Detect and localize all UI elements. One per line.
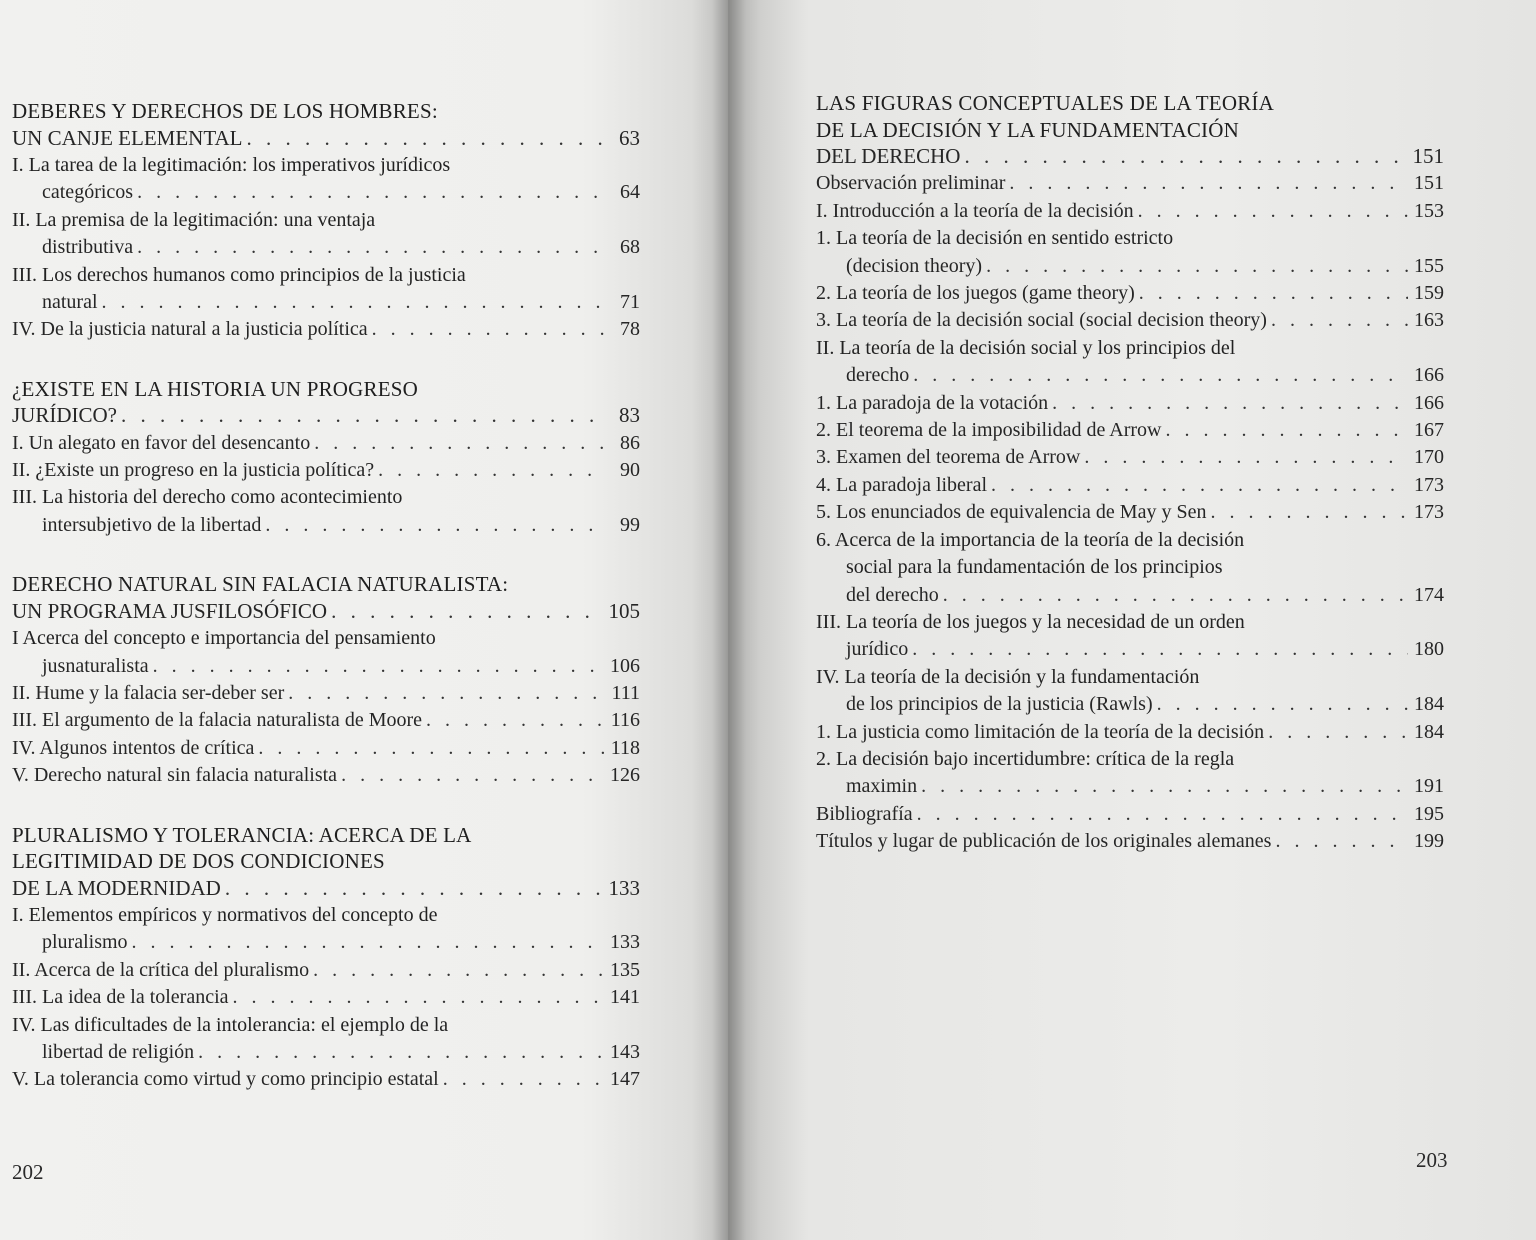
page-ref: 167	[1414, 419, 1444, 442]
toc-entry-row-text: maximin	[846, 775, 918, 798]
toc-entry	[12, 207, 640, 262]
page-ref: 174	[1414, 583, 1444, 606]
toc-section	[12, 98, 640, 344]
toc-entry-row	[816, 253, 1444, 280]
toc-entry-row-text: jurídico	[846, 638, 909, 661]
left-page-number: 202	[12, 1160, 44, 1184]
toc-entry	[816, 307, 1444, 334]
toc-entry-row-text: 2. El teorema de la imposibilidad de Arrow	[816, 419, 1162, 442]
toc-entry	[12, 984, 640, 1011]
toc-entry-line: 2. La decisión bajo incertidumbre: crítica de la regla	[816, 747, 1235, 770]
dot-leader	[121, 402, 604, 429]
page-ref: 133	[610, 931, 640, 954]
toc-entry-row-text: IV. Algunos intentos de crítica	[12, 736, 255, 759]
toc-entry	[12, 680, 640, 707]
toc-entry	[816, 664, 1444, 719]
dot-leader	[912, 636, 1408, 663]
toc-section	[816, 90, 1444, 856]
page-ref: 126	[610, 764, 640, 787]
toc-entry-row	[12, 929, 640, 956]
toc-entry-row	[12, 762, 640, 789]
toc-entry-row-text: categóricos	[42, 181, 134, 204]
page-ref: 173	[1414, 501, 1444, 524]
toc-section	[12, 571, 640, 789]
page-ref: 151	[1412, 144, 1444, 168]
section-title-text: UN CANJE ELEMENTAL	[12, 125, 243, 150]
toc-entry	[816, 746, 1444, 801]
section-title	[12, 598, 640, 625]
toc-entry-row	[816, 390, 1444, 417]
toc-entry-row-text: Títulos y lugar de publicación de los originales alemanes	[816, 830, 1272, 853]
toc-entry-line: 1. La teoría de la decisión en sentido estricto	[816, 227, 1174, 250]
right-page	[728, 0, 1536, 1240]
toc-entry	[816, 390, 1444, 417]
dot-leader	[443, 1066, 604, 1093]
toc-entry	[12, 430, 640, 457]
toc-entry-row-text: 5. Los enunciados de equivalencia de May y Sen	[816, 501, 1207, 524]
dot-leader	[265, 512, 604, 539]
toc-entry	[12, 152, 640, 207]
toc-entry-row	[816, 198, 1444, 225]
dot-leader	[233, 984, 604, 1011]
toc-entry	[12, 316, 640, 343]
toc-entry-row	[12, 316, 640, 343]
toc-entry-row	[12, 1039, 640, 1066]
toc-entry	[816, 719, 1444, 746]
toc-entry-row-text: intersubjetivo de la libertad	[42, 513, 262, 536]
page-ref: 78	[620, 318, 640, 341]
page-ref: 106	[610, 654, 640, 677]
toc-entry-row	[816, 417, 1444, 444]
toc-entry-row-text: de los principios de la justicia (Rawls)	[846, 693, 1153, 716]
toc-entry-row-text: II. Acerca de la crítica del pluralismo	[12, 958, 310, 981]
section-title-text: DE LA MODERNIDAD	[12, 875, 221, 900]
toc-entry-row-text: 3. La teoría de la decisión social (social decision theory)	[816, 309, 1267, 332]
page-ref: 147	[610, 1068, 640, 1091]
toc-entry-row	[12, 179, 640, 206]
toc-entry-row	[816, 472, 1444, 499]
toc-entry-row	[12, 653, 640, 680]
section-title-line: DEBERES Y DERECHOS DE LOS HOMBRES:	[12, 99, 438, 123]
dot-leader	[1157, 691, 1408, 718]
page-ref: 141	[610, 986, 640, 1009]
toc-entry-row	[12, 735, 640, 762]
toc-section	[12, 822, 640, 1094]
toc-entry-row	[816, 170, 1444, 197]
dot-leader	[314, 430, 604, 457]
dot-leader	[225, 875, 604, 902]
toc-entry-row-text: distributiva	[42, 236, 134, 259]
toc-entry-row-text: libertad de religión	[42, 1041, 195, 1064]
dot-leader	[943, 582, 1408, 609]
toc-entry-row	[816, 582, 1444, 609]
toc-entry	[816, 280, 1444, 307]
dot-leader	[153, 653, 604, 680]
toc-entry-line: II. La teoría de la decisión social y los principios del	[816, 336, 1236, 359]
dot-leader	[198, 1039, 604, 1066]
dot-leader	[1084, 444, 1408, 471]
page-ref: 143	[610, 1041, 640, 1064]
toc-entry	[12, 957, 640, 984]
page-ref: 184	[1414, 720, 1444, 743]
page-ref: 118	[610, 736, 640, 759]
page-ref: 68	[620, 236, 640, 259]
page-ref: 166	[1414, 391, 1444, 414]
dot-leader	[1165, 417, 1408, 444]
toc-entry-line: I. La tarea de la legitimación: los imperativos jurídicos	[12, 153, 451, 176]
right-toc-column	[816, 90, 1444, 888]
page-ref: 83	[619, 403, 640, 428]
toc-entry-row-text: V. Derecho natural sin falacia naturalista	[12, 764, 338, 787]
toc-entry-row	[816, 280, 1444, 307]
toc-entry	[816, 499, 1444, 526]
toc-entry-row	[12, 234, 640, 261]
toc-entry	[12, 1012, 640, 1067]
toc-entry-line: I. Elementos empíricos y normativos del concepto de	[12, 904, 438, 927]
page-ref: 64	[620, 181, 640, 204]
toc-entry-row-text: III. El argumento de la falacia naturalista de Moore	[12, 709, 423, 732]
toc-entry	[816, 170, 1444, 197]
dot-leader	[288, 680, 604, 707]
page-ref: 199	[1414, 830, 1444, 853]
dot-leader	[1275, 828, 1408, 855]
dot-leader	[137, 179, 604, 206]
dot-leader	[964, 143, 1408, 170]
section-title-text: UN PROGRAMA JUSFILOSÓFICO	[12, 598, 328, 623]
toc-entry-line: II. La premisa de la legitimación: una ventaja	[12, 208, 376, 231]
page-ref: 191	[1414, 775, 1444, 798]
dot-leader	[331, 598, 604, 625]
toc-entry-row-text: IV. De la justicia natural a la justicia política	[12, 318, 368, 341]
toc-entry	[12, 1066, 640, 1093]
page-ref: 151	[1414, 172, 1444, 195]
section-title-text: DEL DERECHO	[816, 144, 961, 168]
toc-entry-line: social para la fundamentación de los principios	[846, 556, 1223, 579]
left-toc-column	[12, 98, 640, 1126]
toc-entry-row-text: 1. La paradoja de la votación	[816, 391, 1049, 414]
toc-entry-row	[816, 691, 1444, 718]
toc-entry-row	[816, 636, 1444, 663]
toc-entry-row-text: del derecho	[846, 583, 939, 606]
section-title-line: DE LA DECISIÓN Y LA FUNDAMENTACIÓN	[816, 117, 1239, 142]
dot-leader	[986, 253, 1408, 280]
toc-entry	[816, 444, 1444, 471]
toc-entry-row	[12, 512, 640, 539]
dot-leader	[313, 957, 604, 984]
toc-entry-row	[816, 444, 1444, 471]
dot-leader	[372, 316, 604, 343]
dot-leader	[921, 773, 1408, 800]
toc-entry-row	[12, 289, 640, 316]
toc-entry	[12, 457, 640, 484]
page-ref: 90	[620, 459, 640, 482]
toc-entry-row-text: 4. La paradoja liberal	[816, 473, 988, 496]
dot-leader	[246, 125, 604, 152]
book-gutter-shadow	[712, 0, 746, 1240]
toc-entry-row-text: II. ¿Existe un progreso en la justicia política?	[12, 459, 375, 482]
toc-entry	[816, 198, 1444, 225]
toc-entry-row	[12, 1066, 640, 1093]
page-ref: 159	[1414, 282, 1444, 305]
section-title-line: DERECHO NATURAL SIN FALACIA NATURALISTA:	[12, 572, 509, 597]
toc-entry-row	[816, 307, 1444, 334]
section-title	[12, 875, 640, 902]
page-ref: 184	[1414, 693, 1444, 716]
toc-entry-row	[12, 984, 640, 1011]
dot-leader	[1271, 307, 1408, 334]
dot-leader	[917, 801, 1408, 828]
section-title-text: JURÍDICO?	[12, 403, 117, 428]
toc-entry-row-text: (decision theory)	[846, 254, 983, 277]
page-ref: 105	[608, 598, 640, 623]
toc-entry-row-text: natural	[42, 290, 98, 313]
toc-entry-line: III. Los derechos humanos como principios de la justicia	[12, 263, 466, 286]
toc-entry-row	[816, 773, 1444, 800]
toc-entry-row	[816, 719, 1444, 746]
page-ref: 166	[1414, 364, 1444, 387]
toc-entry-row-text: V. La tolerancia como virtud y como principio estatal	[12, 1068, 439, 1091]
section-title	[12, 402, 640, 429]
section-title-line: PLURALISMO Y TOLERANCIA: ACERCA DE LA	[12, 822, 472, 847]
toc-entry-row	[12, 430, 640, 457]
left-page	[0, 0, 728, 1240]
dot-leader	[341, 762, 604, 789]
toc-entry	[816, 527, 1444, 609]
dot-leader	[1139, 280, 1408, 307]
section-title	[816, 143, 1444, 170]
toc-entry-row-text: pluralismo	[42, 931, 128, 954]
page-ref: 180	[1414, 638, 1444, 661]
page-ref: 111	[611, 682, 640, 704]
page-ref: 86	[620, 431, 640, 454]
toc-entry-row-text: jusnaturalista	[42, 654, 149, 677]
toc-entry	[816, 225, 1444, 280]
page-ref: 133	[608, 875, 640, 900]
toc-entry	[816, 335, 1444, 390]
toc-section	[12, 376, 640, 540]
dot-leader	[1009, 170, 1408, 197]
toc-entry-row	[12, 680, 640, 707]
toc-entry	[12, 762, 640, 789]
toc-entry	[12, 902, 640, 957]
dot-leader	[258, 735, 604, 762]
page-ref: 153	[1414, 199, 1444, 222]
toc-entry-row	[12, 957, 640, 984]
toc-entry-row-text: 2. La teoría de los juegos (game theory)	[816, 282, 1135, 305]
dot-leader	[378, 457, 604, 484]
toc-entry	[12, 484, 640, 539]
toc-entry	[12, 707, 640, 734]
dot-leader	[1138, 198, 1408, 225]
toc-entry	[816, 828, 1444, 855]
toc-entry	[12, 625, 640, 680]
section-title-line: ¿EXISTE EN LA HISTORIA UN PROGRESO	[12, 376, 419, 401]
toc-entry-row-text: derecho	[846, 364, 910, 387]
dot-leader	[1052, 390, 1408, 417]
dot-leader	[1268, 719, 1408, 746]
page-ref: 155	[1414, 254, 1444, 277]
page-ref: 116	[610, 709, 640, 732]
dot-leader	[102, 289, 604, 316]
toc-entry-line: III. La teoría de los juegos y la necesidad de un orden	[816, 610, 1245, 633]
page-ref: 99	[620, 513, 640, 536]
toc-entry-row	[12, 457, 640, 484]
dot-leader	[913, 362, 1408, 389]
toc-entry-row-text: Observación preliminar	[816, 172, 1006, 195]
toc-entry	[816, 472, 1444, 499]
page-ref: 170	[1414, 446, 1444, 469]
page-ref: 63	[619, 125, 640, 150]
toc-entry	[816, 801, 1444, 828]
toc-entry-line: 6. Acerca de la importancia de la teoría de la decisión	[816, 528, 1245, 551]
toc-entry-line: I Acerca del concepto e importancia del pensamiento	[12, 627, 436, 650]
toc-entry	[816, 417, 1444, 444]
toc-entry-row-text: Bibliografía	[816, 802, 913, 825]
toc-entry-row	[816, 828, 1444, 855]
toc-entry-row-text: I. Introducción a la teoría de la decisión	[816, 199, 1134, 222]
section-title-line: LAS FIGURAS CONCEPTUALES DE LA TEORÍA	[816, 91, 1274, 115]
page-ref: 173	[1414, 473, 1444, 496]
toc-entry-row	[12, 707, 640, 734]
page-ref: 163	[1414, 309, 1444, 332]
toc-entry-row-text: I. Un alegato en favor del desencanto	[12, 431, 311, 454]
toc-entry-line: IV. Las dificultades de la intolerancia: el ejemplo de la	[12, 1013, 449, 1036]
toc-entry-line: III. La historia del derecho como acontecimiento	[12, 486, 403, 509]
toc-entry-row	[816, 362, 1444, 389]
dot-leader	[132, 929, 604, 956]
section-title	[12, 125, 640, 152]
page-ref: 71	[620, 290, 640, 313]
toc-entry-row-text: 1. La justicia como limitación de la teoría de la decisión	[816, 720, 1265, 743]
dot-leader	[1210, 499, 1408, 526]
right-page-number: 203	[1416, 1148, 1448, 1172]
page-ref: 195	[1414, 802, 1444, 825]
toc-entry	[12, 262, 640, 317]
dot-leader	[991, 472, 1408, 499]
toc-entry-row	[816, 499, 1444, 526]
toc-entry-row-text: II. Hume y la falacia ser-deber ser	[12, 682, 285, 704]
toc-entry-row-text: 3. Examen del teorema de Arrow	[816, 446, 1081, 469]
toc-entry	[12, 735, 640, 762]
toc-entry-row-text: III. La idea de la tolerancia	[12, 986, 229, 1009]
toc-entry-line: IV. La teoría de la decisión y la fundamentación	[816, 665, 1200, 688]
toc-entry	[816, 609, 1444, 664]
dot-leader	[426, 707, 604, 734]
section-title-line: LEGITIMIDAD DE DOS CONDICIONES	[12, 849, 385, 874]
page-ref: 135	[610, 958, 640, 981]
dot-leader	[137, 234, 604, 261]
toc-entry-row	[816, 801, 1444, 828]
